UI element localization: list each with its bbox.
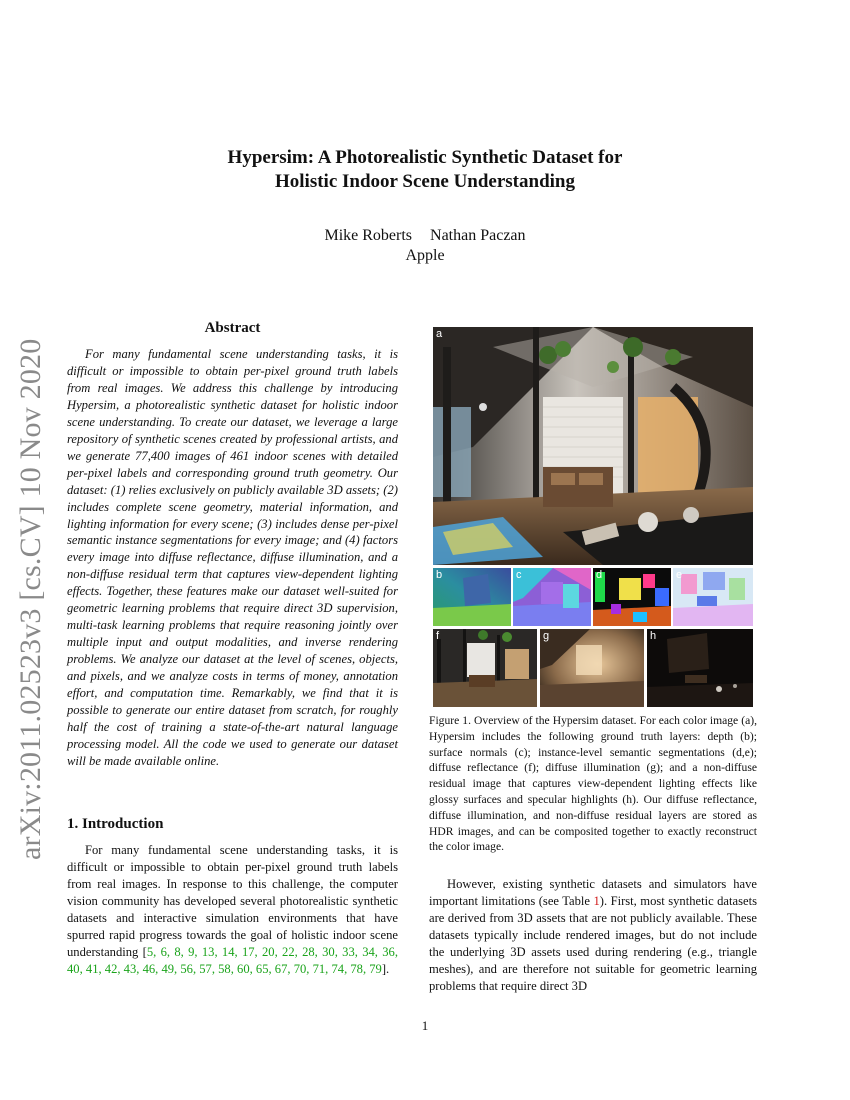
- title-line-2: Holistic Indoor Scene Understanding: [275, 171, 575, 192]
- intro-citations[interactable]: 5, 6, 8, 9, 13, 14, 17, 20, 22, 28, 30, 33, 34, 36, 40, 41, 42, 43, 46, 49, 56, 57, 58, 60, 65, 67, 70, 71, 74, 78, 79: [67, 944, 398, 976]
- panel-label-b: b: [436, 569, 443, 581]
- right-paragraph-text-2: ). First, most synthetic datasets are derived from 3D assets that are not publicly available. These datasets typically include rendered images, but do not include the underlying 3D assets used during rendering (e.g., triangle meshes), and are therefore not suitable for geometric learning problems that require direct 3D: [429, 893, 757, 993]
- intro-heading: 1. Introduction: [67, 816, 164, 832]
- panel-label-g: g: [543, 630, 550, 642]
- title-line-1: Hypersim: A Photorealistic Synthetic Dataset for: [227, 147, 623, 168]
- panel-label-d: d: [596, 569, 603, 581]
- intro-paragraph: [67, 842, 398, 978]
- page-number: 1: [421, 1018, 429, 1033]
- panel-a-color-image: [433, 327, 753, 565]
- abstract-heading: Abstract: [204, 320, 261, 336]
- paper-title: [0, 146, 850, 194]
- panel-label-a: a: [436, 328, 443, 340]
- arxiv-identifier: arXiv:2011.02523v3 [cs.CV] 10 Nov 2020: [14, 338, 47, 860]
- table-1-reference[interactable]: 1: [593, 893, 600, 908]
- panel-b-depth: [433, 568, 511, 626]
- abstract-text: For many fundamental scene understanding tasks, it is difficult or impossible to obtain per-pixel ground truth labels from real images. We address this challenge by introducing Hypersim, a photorealistic synthetic dataset for holistic indoor scene understanding. To create our dataset, we leverage a large repository of synthetic scenes created by professional artists, and we generate 77,400 images of 461 indoor scenes with detailed per-pixel labels and corresponding ground truth geometry. Our dataset: (1) relies exclusively on publicly available 3D assets; (2) includes complete scene geometry, material information, and lighting information for every scene; (3) includes dense per-pixel semantic instance segmentations for every image; and (4) factors every image into diffuse reflectance, diffuse illumination, and a non-diffuse residual term that captures view-dependent lighting effects. Together, these features make our dataset well-suited for geometric learning problems that require direct 3D supervision, multi-task learning problems that require reasoning jointly over multiple input and output modalities, and inverse rendering problems. We analyze our dataset at the level of scenes, objects, and pixels, and we analyze costs in terms of money, annotation effort, and computation time. Remarkably, we find that it is possible to generate our entire dataset from scratch, for roughly half the cost of training a state-of-the-art natural language processing model. All the code we used to generate our dataset will be made available online.: [67, 347, 398, 768]
- panel-c-normals: [513, 568, 591, 626]
- right-paragraph: [429, 876, 757, 995]
- affiliation: Apple: [405, 247, 445, 264]
- figure-1: [433, 327, 753, 707]
- panel-e-instance-segmentation: [673, 568, 753, 626]
- author-block: [0, 226, 850, 266]
- intro-text: For many fundamental scene understanding tasks, it is difficult or impossible to obtain per-pixel ground truth labels from real images. In response to this challenge, the computer vision community has developed several photorealistic synthetic datasets and interactive simulation environments that have spurred rapid progress towards the goal of holistic indoor scene understanding [: [67, 843, 398, 959]
- panel-label-f: f: [436, 630, 440, 642]
- panel-d-semantic-segmentation: [593, 568, 671, 626]
- figure-1-caption: Figure 1. Overview of the Hypersim dataset. For each color image (a), Hypersim includes the following ground truth layers: depth (b); surface normals (c); instance-level semantic segmentations (d,e); diffuse reflectance (f); diffuse illumination (g); and a non-diffuse residual image that captures view-dependent lighting effects like glossy surfaces and specular highlights (h). Our diffuse reflectance, diffuse illumination, and non-diffuse residual layers are stored as HDR images, and can be composited together to exactly reconstruct the color image.: [429, 714, 757, 854]
- panel-label-c: c: [516, 569, 522, 581]
- panel-label-h: h: [650, 630, 657, 642]
- panel-f-diffuse-reflectance: [433, 629, 537, 707]
- author-roberts: Mike Roberts: [324, 227, 413, 244]
- panel-label-e: e: [676, 569, 683, 581]
- author-paczan: Nathan Paczan: [430, 227, 526, 244]
- panel-h-non-diffuse-residual: [647, 629, 753, 707]
- right-paragraph-text-1: However, existing synthetic datasets and simulators have important limitations (see Table: [429, 877, 757, 908]
- panel-g-diffuse-illumination: [540, 629, 644, 707]
- intro-close: ].: [381, 961, 390, 976]
